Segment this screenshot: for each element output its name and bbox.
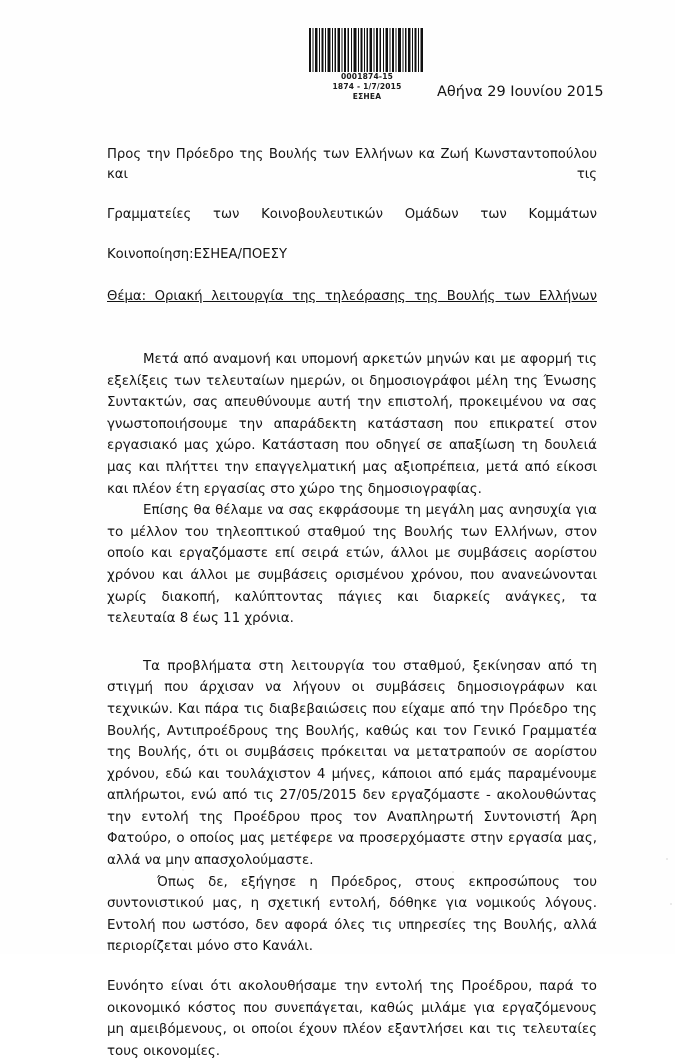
stamp-reference: 1874 - 1/7/2015 — [332, 82, 402, 91]
recipient-block — [107, 145, 597, 265]
scan-artifact — [670, 903, 672, 905]
registration-stamp — [306, 28, 428, 102]
scan-artifact — [666, 858, 668, 860]
body-paragraph-2: Επίσης θα θέλαμε να σας εκφράσουμε τη μεγάλη μας ανησυχία για το μέλλον του τηλεοπτικού σταθμού της Βουλής των Ελλήνων, στον οποίο και εργαζόμαστε επί σειρά ετών, άλλοι με συμβάσεις αορίστου χρόνου και άλλοι με συμβάσεις ορισμένου χρόνου, που ανανεώνονται χωρίς διακοπή, καλύπτοντας πάγιες και διαρκείς ανάγκες, τα τελευταία 8 έως 11 χρόνια. — [107, 503, 597, 627]
letter-date: Αθήνα 29 Ιουνίου 2015 — [437, 84, 604, 100]
stamp-organization: ΕΣΗΕΑ — [352, 92, 382, 101]
spacer-after-subject — [107, 327, 597, 349]
letter-header — [0, 28, 675, 118]
subject-line: Θέμα: Οριακή λειτουργία της τηλεόρασης της Βουλής των Ελλήνων — [107, 289, 597, 304]
body-paragraph-3: Τα προβλήματα στη λειτουργία του σταθμού, ξεκίνησαν από τη στιγμή που άρχισαν να λήγουν οι συμβάσεις δημοσιογράφων και τεχνικών. Και πάρα τις διαβεβαιώσεις που είχαμε από την Πρόεδρο της Βουλής, Αντιπροέδρους της Βουλής, καθώς και τον Γενικό Γραμματέα της Βουλής, ότι οι συμβάσεις πρόκειται να μετατραπούν σε αορίστου χρόνου, εδώ και τουλάχιστον 4 μήνες, κάποιοι από εμάς παραμένουμε απλήρωτοι, ενώ από τις 27/05/2015 δεν εργαζόμαστε - ακολουθώντας την εντολή της Προέδρου προς τον Αναπληρωτή Συντονιστή Άρη Φατούρο, ο οποίος μας μετέφερε να προσερχόμαστε στην εργασία μας, αλλά να μην απασχολούμαστε. — [107, 658, 597, 869]
recipient-line-2: Γραμματείες των Κοινοβουλευτικών Ομάδων των Κομμάτων — [107, 207, 597, 222]
spacer-after-recipient — [107, 265, 597, 287]
spacer-between-paragraphs — [107, 630, 597, 656]
body-paragraph-4: Όπως δε, εξήγησε η Πρόεδρος, στους εκπροσώπους του συντονιστικού μας, η σχετική εντολή, δόθηκε για νομικούς λόγους. Εντολή που ωστόσο, δεν αφορά όλες τις υπηρεσίες της Βουλής, αλλά περιορίζεται μόνο στο Κανάλι. — [107, 874, 597, 955]
recipient-line-3: Κοινοποίηση:ΕΣΗΕΑ/ΠΟΕΣΥ — [107, 247, 287, 262]
letter-body — [107, 145, 597, 1062]
scan-artifact — [452, 871, 454, 873]
stamp-code: 0001874-15 — [340, 72, 394, 81]
barcode-icon — [308, 28, 426, 72]
scan-artifact — [182, 869, 184, 871]
body-paragraph-1: Μετά από αναμονή και υπομονή αρκετών μηνών και με αφορμή τις εξελίξεις των τελευταίων ημερών, οι δημοσιογράφοι μέλη της Ένωσης Συντακτών, σας απευθύνουμε αυτή την επιστολή, προκειμένου να σας γνωστοποιήσουμε την απαράδεκτη κατάσταση που επικρατεί στον εργασιακό μας χώρο. Κατάσταση που οδηγεί σε απαξίωση τη δουλειά μας και πλήττει την επαγγελματική μας αξιοπρέπεια, μετά από είκοσι και πλέον έτη εργασίας στο χώρο της δημοσιογραφίας. — [107, 352, 597, 497]
body-paragraph-5: Ευνόητο είναι ότι ακολουθήσαμε την εντολή της Προέδρου, παρά το οικονομικό κόστος που συνεπάγεται, καθώς μιλάμε για εργαζόμενους μη αμειβόμενους, οι οποίοι έχουν πλέον εξαντλήσει και τις τελευταίες τους οικονομίες. — [107, 979, 597, 1059]
spacer-before-last-paragraph — [107, 958, 597, 976]
recipient-line-1: Προς την Πρόεδρο της Βουλής των Ελλήνων κα Ζωή Κωνσταντοπούλου και τις — [107, 147, 597, 182]
